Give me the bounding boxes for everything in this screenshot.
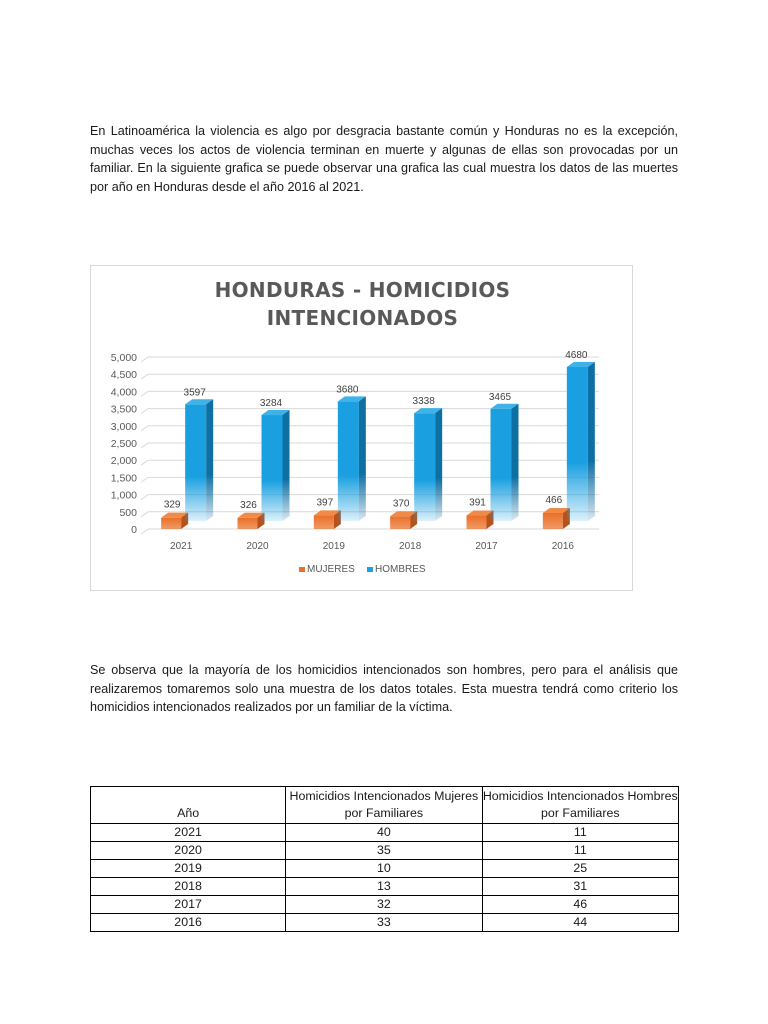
y-tick-label: 4,000: [110, 386, 137, 399]
chart-container: [90, 265, 633, 591]
table-row: [91, 914, 679, 932]
cell-men: 11: [482, 842, 678, 860]
bar-hombres: [414, 413, 435, 521]
bar-mujeres: [238, 518, 258, 529]
data-label-mujeres: 397: [316, 497, 334, 509]
data-label-mujeres: 370: [392, 498, 410, 510]
bar-mujeres: [543, 513, 563, 529]
family-homicides-table: [90, 786, 679, 932]
legend-label-mujeres: MUJERES: [307, 564, 355, 575]
table-header-row: [91, 787, 679, 824]
cell-year: 2017: [91, 896, 286, 914]
cell-women: 32: [286, 896, 482, 914]
cell-women: 10: [286, 860, 482, 878]
table-row: [91, 860, 679, 878]
y-tick-label: 2,500: [110, 438, 137, 450]
cell-women: 40: [286, 824, 482, 842]
gridline-depth: [141, 409, 148, 414]
bar-hombres-side: [588, 362, 595, 521]
cell-men: 31: [482, 878, 678, 896]
y-tick-label: 3,000: [110, 420, 137, 433]
bar-hombres: [338, 401, 359, 521]
gridline-depth: [141, 443, 148, 448]
bar-mujeres: [467, 516, 487, 529]
x-tick-label: 2016: [551, 541, 574, 552]
data-label-hombres: 3338: [412, 396, 435, 408]
cell-men: 44: [482, 914, 678, 932]
table-row: [91, 878, 679, 896]
data-label-mujeres: 329: [163, 499, 181, 511]
y-tick-label: 4,500: [110, 369, 137, 382]
header-men: Homicidios Intencionados Hombres por Familiares: [482, 787, 678, 824]
data-label-hombres: 3597: [183, 387, 206, 399]
cell-men: 11: [482, 824, 678, 842]
bar-hombres-side: [206, 399, 213, 521]
bar-mujeres: [314, 515, 334, 529]
bar-hombres: [491, 409, 512, 521]
cell-year: 2021: [91, 824, 286, 842]
y-tick-label: 5,000: [110, 352, 137, 364]
y-tick-label: 2,000: [110, 455, 137, 468]
y-tick-label: 500: [119, 506, 137, 519]
data-label-hombres: 3680: [336, 384, 359, 396]
legend-label-hombres: HOMBRES: [375, 564, 426, 575]
cell-women: 35: [286, 842, 482, 860]
gridline-depth: [141, 529, 148, 534]
data-label-mujeres: 466: [545, 494, 563, 506]
gridline-depth: [141, 374, 148, 379]
cell-year: 2016: [91, 914, 286, 932]
y-tick-label: 1,500: [110, 472, 137, 485]
y-tick-label: 1,000: [110, 489, 137, 502]
x-tick-label: 2019: [322, 541, 345, 552]
bar-hombres-side: [512, 404, 519, 521]
data-label-hombres: 3465: [488, 391, 512, 403]
data-label-mujeres: 326: [240, 499, 257, 511]
gridline-depth: [141, 391, 148, 396]
bar-hombres-side: [435, 408, 442, 521]
x-tick-label: 2020: [246, 541, 269, 552]
bar-hombres: [567, 367, 588, 521]
y-tick-label: 3,500: [110, 403, 137, 416]
header-year: Año: [91, 787, 286, 824]
x-tick-label: 2017: [475, 541, 498, 552]
data-label-hombres: 4680: [565, 350, 588, 362]
bar-hombres-side: [359, 396, 366, 521]
legend-swatch-mujeres: [299, 567, 305, 572]
x-tick-label: 2018: [399, 541, 422, 552]
cell-year: 2020: [91, 842, 286, 860]
chart-title-line1: HONDURAS - HOMICIDIOS: [214, 278, 511, 302]
gridline-depth: [141, 512, 148, 517]
cell-men: 46: [482, 896, 678, 914]
data-label-mujeres: 391: [469, 497, 486, 509]
header-women: Homicidios Intencionados Mujeres por Familiares: [286, 787, 482, 824]
cell-year: 2019: [91, 860, 286, 878]
homicides-chart: [91, 266, 632, 590]
cell-men: 25: [482, 860, 678, 878]
x-tick-label: 2021: [170, 541, 193, 552]
bar-mujeres: [390, 516, 410, 529]
bar-mujeres: [161, 518, 181, 529]
bar-hombres: [262, 415, 283, 521]
gridline-depth: [141, 460, 148, 465]
bar-hombres: [185, 404, 206, 521]
gridline-depth: [141, 357, 148, 362]
cell-year: 2018: [91, 878, 286, 896]
gridline-depth: [141, 495, 148, 500]
data-label-hombres: 3284: [259, 398, 283, 410]
cell-women: 13: [286, 878, 482, 896]
bar-hombres-side: [283, 410, 290, 521]
y-tick-label: 0: [131, 524, 137, 536]
intro-paragraph: En Latinoamérica la violencia es algo por desgracia bastante común y Honduras no es la excepción, muchas veces los actos de violencia terminan en muerte y algunas de ellas son provocadas por un familiar. En la siguiente grafica se puede observar una grafica las cual muestra los datos de las muertes por año en Honduras desde el año 2016 al 2021.: [90, 124, 678, 194]
gridline-depth: [141, 477, 148, 482]
gridline-depth: [141, 426, 148, 431]
table-row: [91, 824, 679, 842]
analysis-paragraph: Se observa que la mayoría de los homicidios intencionados son hombres, pero para el análisis que realizaremos tomaremos solo una muestra de los datos totales. Esta muestra tendrá como criterio los homicidios intencionados realizados por un familiar de la víctima.: [90, 663, 678, 715]
legend-swatch-hombres: [367, 567, 373, 572]
chart-title-line2: INTENCIONADOS: [266, 306, 459, 330]
table-row: [91, 896, 679, 914]
table-row: [91, 842, 679, 860]
cell-women: 33: [286, 914, 482, 932]
